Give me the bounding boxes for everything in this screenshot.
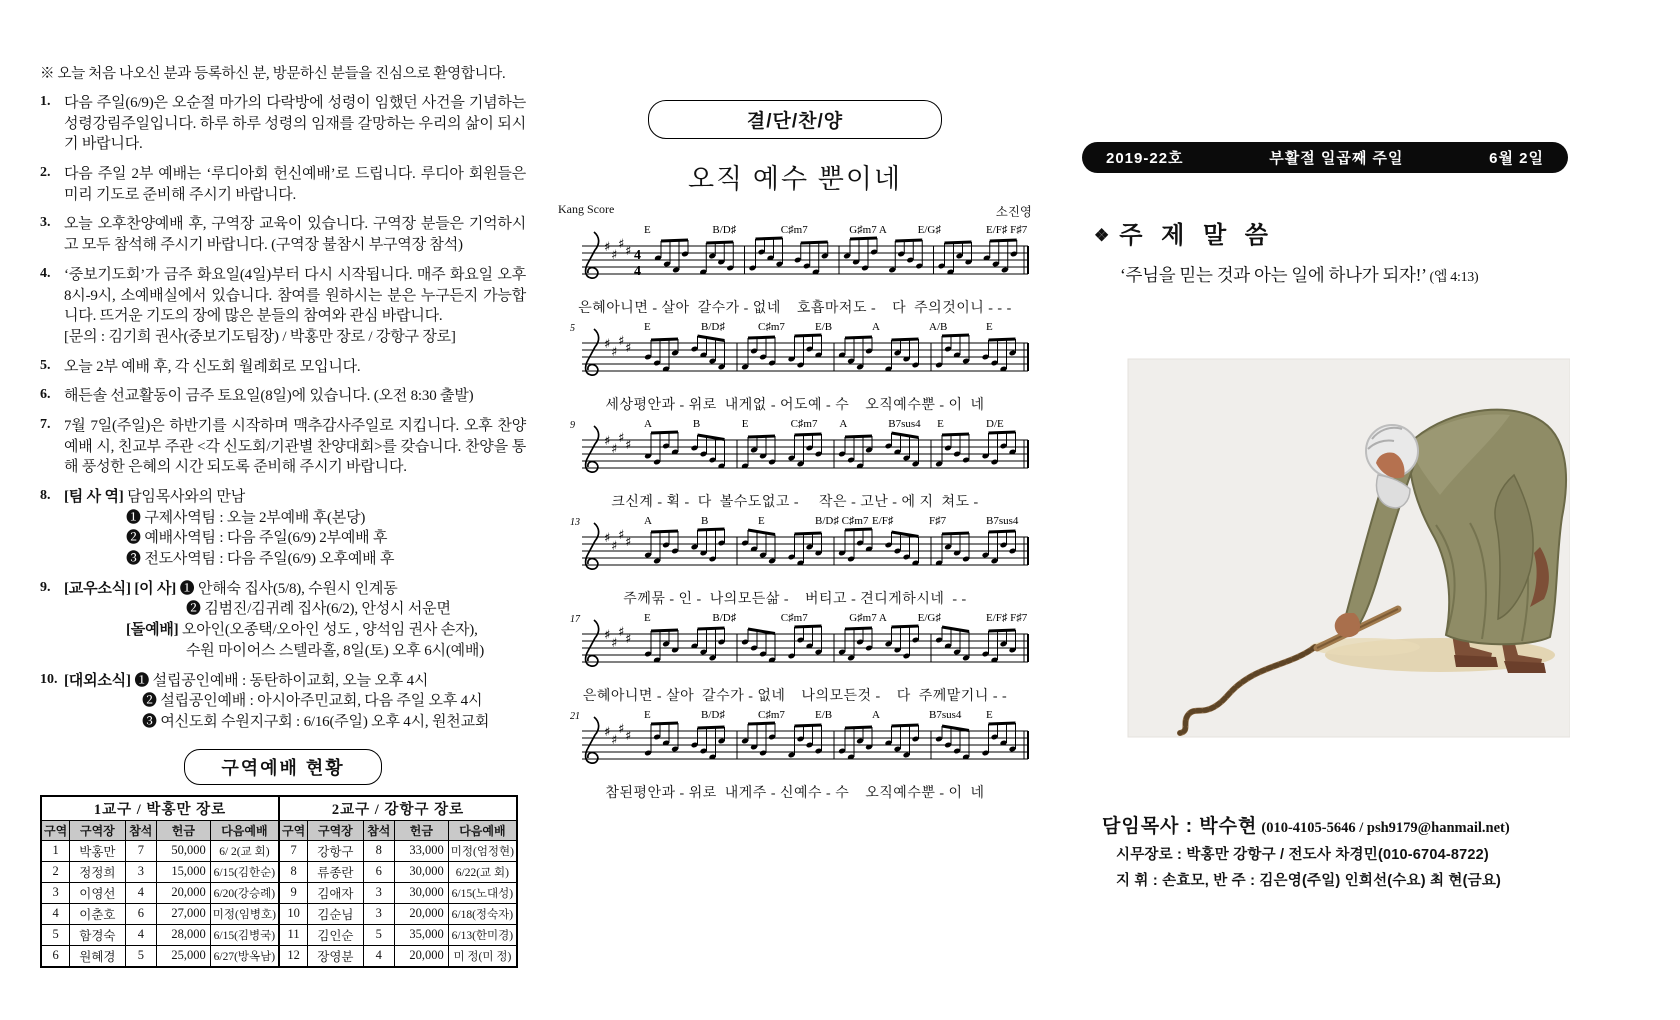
chord-label: E <box>741 418 749 430</box>
table-cell: 정정희 <box>70 861 125 882</box>
pastor-name: 담임목사 : 박수현 <box>1102 816 1258 837</box>
chord-label: E <box>758 515 765 527</box>
issue-number: 2019-22호 <box>1106 150 1184 167</box>
announcement-item <box>40 386 526 407</box>
table-cell: 3 <box>125 861 156 882</box>
chord-label: C♯m7 <box>790 418 818 430</box>
announcement-number: 4. <box>40 265 51 281</box>
announcement-text: ❶ 구제사역팀 : 오늘 2부예배 후(본당) <box>126 509 366 526</box>
chord-label: E <box>986 321 993 333</box>
diamond-bullet-icon: ❖ <box>1094 226 1110 245</box>
chord-label: E/G♯ <box>917 612 941 624</box>
column-header: 참석 <box>363 820 394 840</box>
table-row <box>41 840 517 861</box>
table-row <box>41 882 517 903</box>
table-cell: 30,000 <box>395 882 449 903</box>
sharp-icon: ♯ <box>604 725 611 740</box>
svg-text:4: 4 <box>634 248 641 263</box>
score-system <box>556 513 1034 608</box>
table-cell: 7 <box>125 840 156 861</box>
theme-section <box>1082 215 1570 287</box>
announcement-text: ❷ 김범진/김귀례 집사(6/2), 안성시 서운면 <box>186 601 451 618</box>
treble-clef-icon <box>586 329 599 375</box>
lyric-line: 주께묶 - 인 - 나의모든삶 - 버티고 - 견디게하시네 - - <box>623 592 967 607</box>
chord-label: D/E <box>986 418 1004 430</box>
sharp-icon: ♯ <box>604 337 611 352</box>
table-cell: 4 <box>41 903 70 924</box>
treble-clef-icon <box>586 717 599 763</box>
treble-clef-icon <box>586 523 599 569</box>
score-system <box>556 610 1034 705</box>
announcement-text: 오늘 2부 예배 후, 각 신도회 월례회로 모입니다. <box>64 358 361 375</box>
table-cell: 8 <box>279 861 308 882</box>
chord-label: A/B <box>929 321 948 333</box>
announcement-item <box>40 214 526 255</box>
music-staff <box>556 513 1034 587</box>
music-column <box>556 100 1034 804</box>
announcement-number: 5. <box>40 357 51 373</box>
svg-text:9: 9 <box>570 420 575 431</box>
chord-label: B/D♯ <box>712 612 737 624</box>
svg-text:13: 13 <box>570 517 580 528</box>
treble-clef-icon <box>586 426 599 472</box>
sharp-icon: ♯ <box>625 244 632 259</box>
music-section-title: 결/단/찬/양 <box>648 100 942 139</box>
theme-verse: ‘주님을 믿는 것과 아는 일에 하나가 되자!’ <box>1120 265 1427 285</box>
announcement-item <box>40 416 526 478</box>
announcement-item <box>40 93 526 155</box>
song-title: 오직 예수 뿐이네 <box>687 164 903 194</box>
table-row <box>41 945 517 967</box>
lyric-line: 세상평안과 - 위로 내게없 - 어도예 - 수 오직예수뿐 - 이 네 <box>605 398 985 413</box>
sunday-title: 부활절 일곱째 주일 <box>1269 150 1404 167</box>
announcement-number: 10. <box>40 671 58 687</box>
table-cell: 미정(엄정현) <box>448 840 517 861</box>
chord-label: E <box>644 709 651 721</box>
score-system <box>556 222 1034 317</box>
score-system <box>556 707 1034 802</box>
announcement-text: 다음 주일 2부 예배는 ‘루디아회 헌신예배’로 드립니다. 루디아 회원들은 미리 기도로 준비해 주시기 바랍니다. <box>64 166 526 203</box>
chord-label: E <box>986 709 993 721</box>
chord-label: C♯m7 <box>780 612 808 624</box>
cover-column <box>1082 142 1570 889</box>
table-cell: 강항구 <box>308 840 363 861</box>
sharp-icon: ♯ <box>618 431 625 446</box>
announcement-text: [교우소식] [이 사] ❶ 안해숙 집사(5/8), 수원시 인계동 <box>64 580 398 597</box>
chord-label: F♯7 <box>929 515 947 527</box>
table-cell: 9 <box>279 882 308 903</box>
column-header: 구역장 <box>308 820 363 840</box>
chord-label: G♯m7 A <box>849 612 887 624</box>
table-cell: 15,000 <box>157 861 211 882</box>
music-staff <box>556 222 1034 296</box>
table-cell: 미 정(미 정) <box>448 945 517 967</box>
table-cell: 5 <box>125 945 156 967</box>
column-header: 구역장 <box>70 820 125 840</box>
composer-name: 소진영 <box>995 205 1032 219</box>
announcement-text: ❷ 예배사역팀 : 다음 주일(6/9) 2부예배 후 <box>126 530 388 547</box>
table-cell: 6 <box>125 903 156 924</box>
table-cell: 35,000 <box>395 924 449 945</box>
chord-label: E <box>644 612 651 624</box>
table-cell: 미정(임병호) <box>210 903 279 924</box>
table-cell: 이춘호 <box>70 903 125 924</box>
chord-label: B/D♯ <box>701 709 725 721</box>
table-cell: 8 <box>363 840 394 861</box>
sharp-icon: ♯ <box>604 628 611 643</box>
chord-label: E/F♯ <box>872 515 894 527</box>
lyric-line: 은혜아니면 - 살아 갈수가 - 없네 나의모든것 - 다 주께맡기니 - - <box>582 689 1008 704</box>
issue-bar <box>1082 142 1568 173</box>
table-row <box>41 924 517 945</box>
table-cell: 20,000 <box>157 882 211 903</box>
table-cell: 김인순 <box>308 924 363 945</box>
sharp-icon: ♯ <box>625 438 632 453</box>
chord-label: A <box>839 418 848 430</box>
table-cell: 6 <box>41 945 70 967</box>
table-cell: 20,000 <box>395 903 449 924</box>
chord-label: E/B <box>815 321 833 333</box>
announcement-text: ❸ 여신도회 수원지구회 : 6/16(주일) 오후 4시, 원천교회 <box>142 713 490 730</box>
chord-label: E/F♯ F♯7 <box>986 224 1028 236</box>
table-cell: 2 <box>41 861 70 882</box>
report-table <box>40 795 518 968</box>
announcement-text: ‘중보기도회’가 금주 화요일(4일)부터 다시 시작됩니다. 매주 화요일 오후 8시-9시, 소예배실에서 있습니다. 참여를 원하시는 분은 누구든지 가능합니다. 뜨거운 기도의 장에 많은 분들의 참여와 관심 바랍니다. <box>64 266 526 325</box>
column-header: 다음예배 <box>448 820 517 840</box>
announcement-number: 6. <box>40 387 51 403</box>
score-systems <box>556 222 1034 802</box>
table-cell: 원혜경 <box>70 945 125 967</box>
announcement-number: 8. <box>40 488 51 503</box>
treble-clef-icon <box>586 232 599 278</box>
table-cell: 6/20(강승례) <box>210 882 279 903</box>
table-cell: 20,000 <box>395 945 449 967</box>
table-cell: 장영분 <box>308 945 363 967</box>
cover-illustration <box>1110 347 1570 747</box>
sharp-icon: ♯ <box>625 632 632 647</box>
sharp-icon: ♯ <box>618 334 625 349</box>
announcement-item <box>40 579 526 662</box>
chord-label: B7sus4 <box>888 418 921 430</box>
chord-label: E/G♯ <box>917 224 941 236</box>
music-staff-line: 지 휘 : 손효모, 반 주 : 김은영(주일) 인희선(수요) 최 현(금요) <box>1116 872 1502 889</box>
chord-label: B <box>701 515 709 527</box>
sharp-icon: ♯ <box>611 442 618 457</box>
pastor-contact: (010-4105-5646 / psh9179@hanmail.net) <box>1261 820 1510 836</box>
table-cell: 6/15(김한순) <box>210 861 279 882</box>
chord-label: A <box>872 709 880 721</box>
column-header: 헌금 <box>157 820 211 840</box>
table-row <box>41 903 517 924</box>
group-right: 2교구 / 강항구 장로 <box>279 796 517 821</box>
chord-label: G♯m7 A <box>849 224 887 236</box>
sharp-icon: ♯ <box>618 625 625 640</box>
svg-text:4: 4 <box>634 264 641 279</box>
announcements-column <box>40 62 526 968</box>
table-cell: 6/27(방옥남) <box>210 945 279 967</box>
chord-label: C♯m7 <box>758 709 785 721</box>
chord-label: B7sus4 <box>929 709 962 721</box>
lyric-line: 참된평안과 - 위로 내게주 - 신예수 - 수 오직예수뿐 - 이 네 <box>605 786 985 801</box>
announcement-item <box>40 357 526 378</box>
table-cell: 11 <box>279 924 308 945</box>
announcement-text: [팀 사 역] 담임목사와의 만남 <box>64 489 245 505</box>
chord-label: A <box>644 418 652 430</box>
column-header: 구역 <box>41 820 70 840</box>
table-cell: 5 <box>363 924 394 945</box>
announcement-item <box>40 487 526 570</box>
music-staff <box>556 416 1034 490</box>
column-header: 헌금 <box>395 820 449 840</box>
issue-date: 6월 2일 <box>1489 150 1544 167</box>
chord-label: B/D♯ C♯m7 <box>815 515 869 527</box>
table-cell: 김애자 <box>308 882 363 903</box>
chord-label: E <box>644 224 651 236</box>
column-header: 다음예배 <box>210 820 279 840</box>
chord-label: A <box>644 515 652 527</box>
announcement-text: 수원 마이어스 스텔라홀, 8일(토) 오후 6시(예배) <box>186 642 485 659</box>
table-cell: 33,000 <box>395 840 449 861</box>
music-staff <box>556 319 1034 393</box>
sharp-icon: ♯ <box>618 528 625 543</box>
chord-label: E/F♯ F♯7 <box>986 612 1028 624</box>
score-system <box>556 319 1034 414</box>
chord-label: B <box>692 418 701 430</box>
report-title: 구역예배 현황 <box>184 749 382 785</box>
announcement-list <box>40 93 526 733</box>
table-cell: 박홍만 <box>70 840 125 861</box>
table-cell: 6 <box>363 861 394 882</box>
chord-label: B/D♯ <box>701 321 725 333</box>
sharp-icon: ♯ <box>611 248 618 263</box>
score-system <box>556 416 1034 511</box>
treble-clef-icon <box>586 620 599 666</box>
announcement-text: 해든솔 선교활동이 금주 토요일(8일)에 있습니다. (오전 8:30 출발) <box>64 388 474 405</box>
announcement-item <box>40 164 526 205</box>
chord-label: E/B <box>815 709 833 721</box>
table-cell: 6/15(노대성) <box>448 882 517 903</box>
table-cell: 김순님 <box>308 903 363 924</box>
table-cell: 류종란 <box>308 861 363 882</box>
svg-text:21: 21 <box>570 711 580 722</box>
chord-label: E <box>644 321 651 333</box>
music-staff <box>556 707 1034 781</box>
announcement-text: ❷ 설립공인예배 : 아시아주민교회, 다음 주일 오후 4시 <box>142 693 483 710</box>
chord-label: B/D♯ <box>712 224 737 236</box>
announcement-text: [문의 : 김기희 권사(중보기도팀장) / 박홍만 장로 / 강항구 장로] <box>64 328 456 345</box>
svg-text:17: 17 <box>570 614 580 625</box>
column-header: 참석 <box>125 820 156 840</box>
chord-label: C♯m7 <box>758 321 785 333</box>
announcement-number: 1. <box>40 94 51 109</box>
announcement-number: 3. <box>40 215 51 231</box>
announcement-item <box>40 671 526 733</box>
announcement-item <box>40 265 526 348</box>
lyric-line: 은혜아니면 - 살아 갈수가 - 없네 호흡마저도 - 다 주의것이니 - - - <box>578 301 1012 316</box>
chord-label: B7sus4 <box>986 515 1019 527</box>
sharp-icon: ♯ <box>625 729 632 744</box>
table-cell: 4 <box>125 882 156 903</box>
table-cell: 3 <box>363 903 394 924</box>
table-cell: 6/18(정숙자) <box>448 903 517 924</box>
table-cell: 3 <box>363 882 394 903</box>
score-credit: Kang Score <box>558 202 615 216</box>
table-cell: 6/ 2(교 회) <box>210 840 279 861</box>
table-cell: 4 <box>363 945 394 967</box>
announcement-number: 9. <box>40 579 51 595</box>
table-cell: 30,000 <box>395 861 449 882</box>
sharp-icon: ♯ <box>625 535 632 550</box>
sharp-icon: ♯ <box>604 531 611 546</box>
welcome-line: ※ 오늘 처음 나오신 분과 등록하신 분, 방문하신 분들을 진심으로 환영합니다. <box>40 66 506 82</box>
sharp-icon: ♯ <box>611 636 618 651</box>
table-cell: 10 <box>279 903 308 924</box>
table-cell: 6/22(교 회) <box>448 861 517 882</box>
table-cell: 1 <box>41 840 70 861</box>
sharp-icon: ♯ <box>618 237 625 252</box>
sharp-icon: ♯ <box>618 722 625 737</box>
sharp-icon: ♯ <box>611 345 618 360</box>
column-header: 구역 <box>279 820 308 840</box>
music-staff <box>556 610 1034 684</box>
sharp-icon: ♯ <box>604 240 611 255</box>
table-cell: 6/13(한미경) <box>448 924 517 945</box>
chord-label: A <box>872 321 880 333</box>
lyric-line: 크신계 - 획 - 다 볼수도없고 - 작은 - 고난 - 에 지 쳐도 - <box>611 495 979 510</box>
table-cell: 12 <box>279 945 308 967</box>
announcement-number: 7. <box>40 416 51 432</box>
table-cell: 이영선 <box>70 882 125 903</box>
svg-text:5: 5 <box>570 323 575 334</box>
table-cell: 28,000 <box>157 924 211 945</box>
table-cell: 함경숙 <box>70 924 125 945</box>
table-cell: 3 <box>41 882 70 903</box>
table-cell: 6/15(김병국) <box>210 924 279 945</box>
announcement-text: [대외소식] ❶ 설립공인예배 : 동탄하이교회, 오늘 오후 4시 <box>64 672 429 689</box>
announcement-number: 2. <box>40 165 51 181</box>
sharp-icon: ♯ <box>604 434 611 449</box>
scripture-reference: (엡 4:13) <box>1429 270 1479 285</box>
table-cell: 5 <box>41 924 70 945</box>
table-cell: 27,000 <box>157 903 211 924</box>
group-left: 1교구 / 박홍만 장로 <box>41 796 279 821</box>
staff-contact <box>1102 810 1570 894</box>
chord-label: C♯m7 <box>780 224 808 236</box>
announcement-text: 다음 주일(6/9)은 오순절 마가의 다락방에 성령이 임했던 사건을 기념하는 성령강림주일입니다. 하루 하루 성령의 임재를 갈망하는 우리의 삶이 되시기 바랍니다. <box>64 95 526 153</box>
elders-line: 시무장로 : 박홍만 강항구 / 전도사 차경민(010-6704-8722) <box>1116 847 1489 864</box>
sharp-icon: ♯ <box>611 539 618 554</box>
sharp-icon: ♯ <box>625 341 632 356</box>
table-row <box>41 861 517 882</box>
announcement-text: 7월 7일(주일)은 하반기를 시작하며 맥추감사주일로 지킵니다. 오후 찬양예배 시, 친교부 주관 <각 신도회/기관별 찬양대회>를 갖습니다. 찬양을 통해 풍성한 은혜의 시간 되도록 준비해 주시기 바랍니다. <box>64 417 526 476</box>
sharp-icon: ♯ <box>611 733 618 748</box>
announcement-text: 오늘 오후찬양예배 후, 구역장 교육이 있습니다. 구역장 분들은 기억하시고 모두 참석해 주시기 바랍니다. (구역장 불참시 부구역장 참석) <box>64 216 526 254</box>
table-cell: 4 <box>125 924 156 945</box>
chord-label: E <box>937 418 944 430</box>
table-cell: 50,000 <box>157 840 211 861</box>
announcement-text: ❸ 전도사역팀 : 다음 주일(6/9) 오후예배 후 <box>126 551 395 568</box>
table-cell: 25,000 <box>157 945 211 967</box>
table-cell: 7 <box>279 840 308 861</box>
theme-heading: 주 제 말 씀 <box>1119 222 1274 249</box>
announcement-text: [돌예배] 오아인(오종택/오아인 성도 , 양석임 권사 손자), <box>126 622 478 639</box>
